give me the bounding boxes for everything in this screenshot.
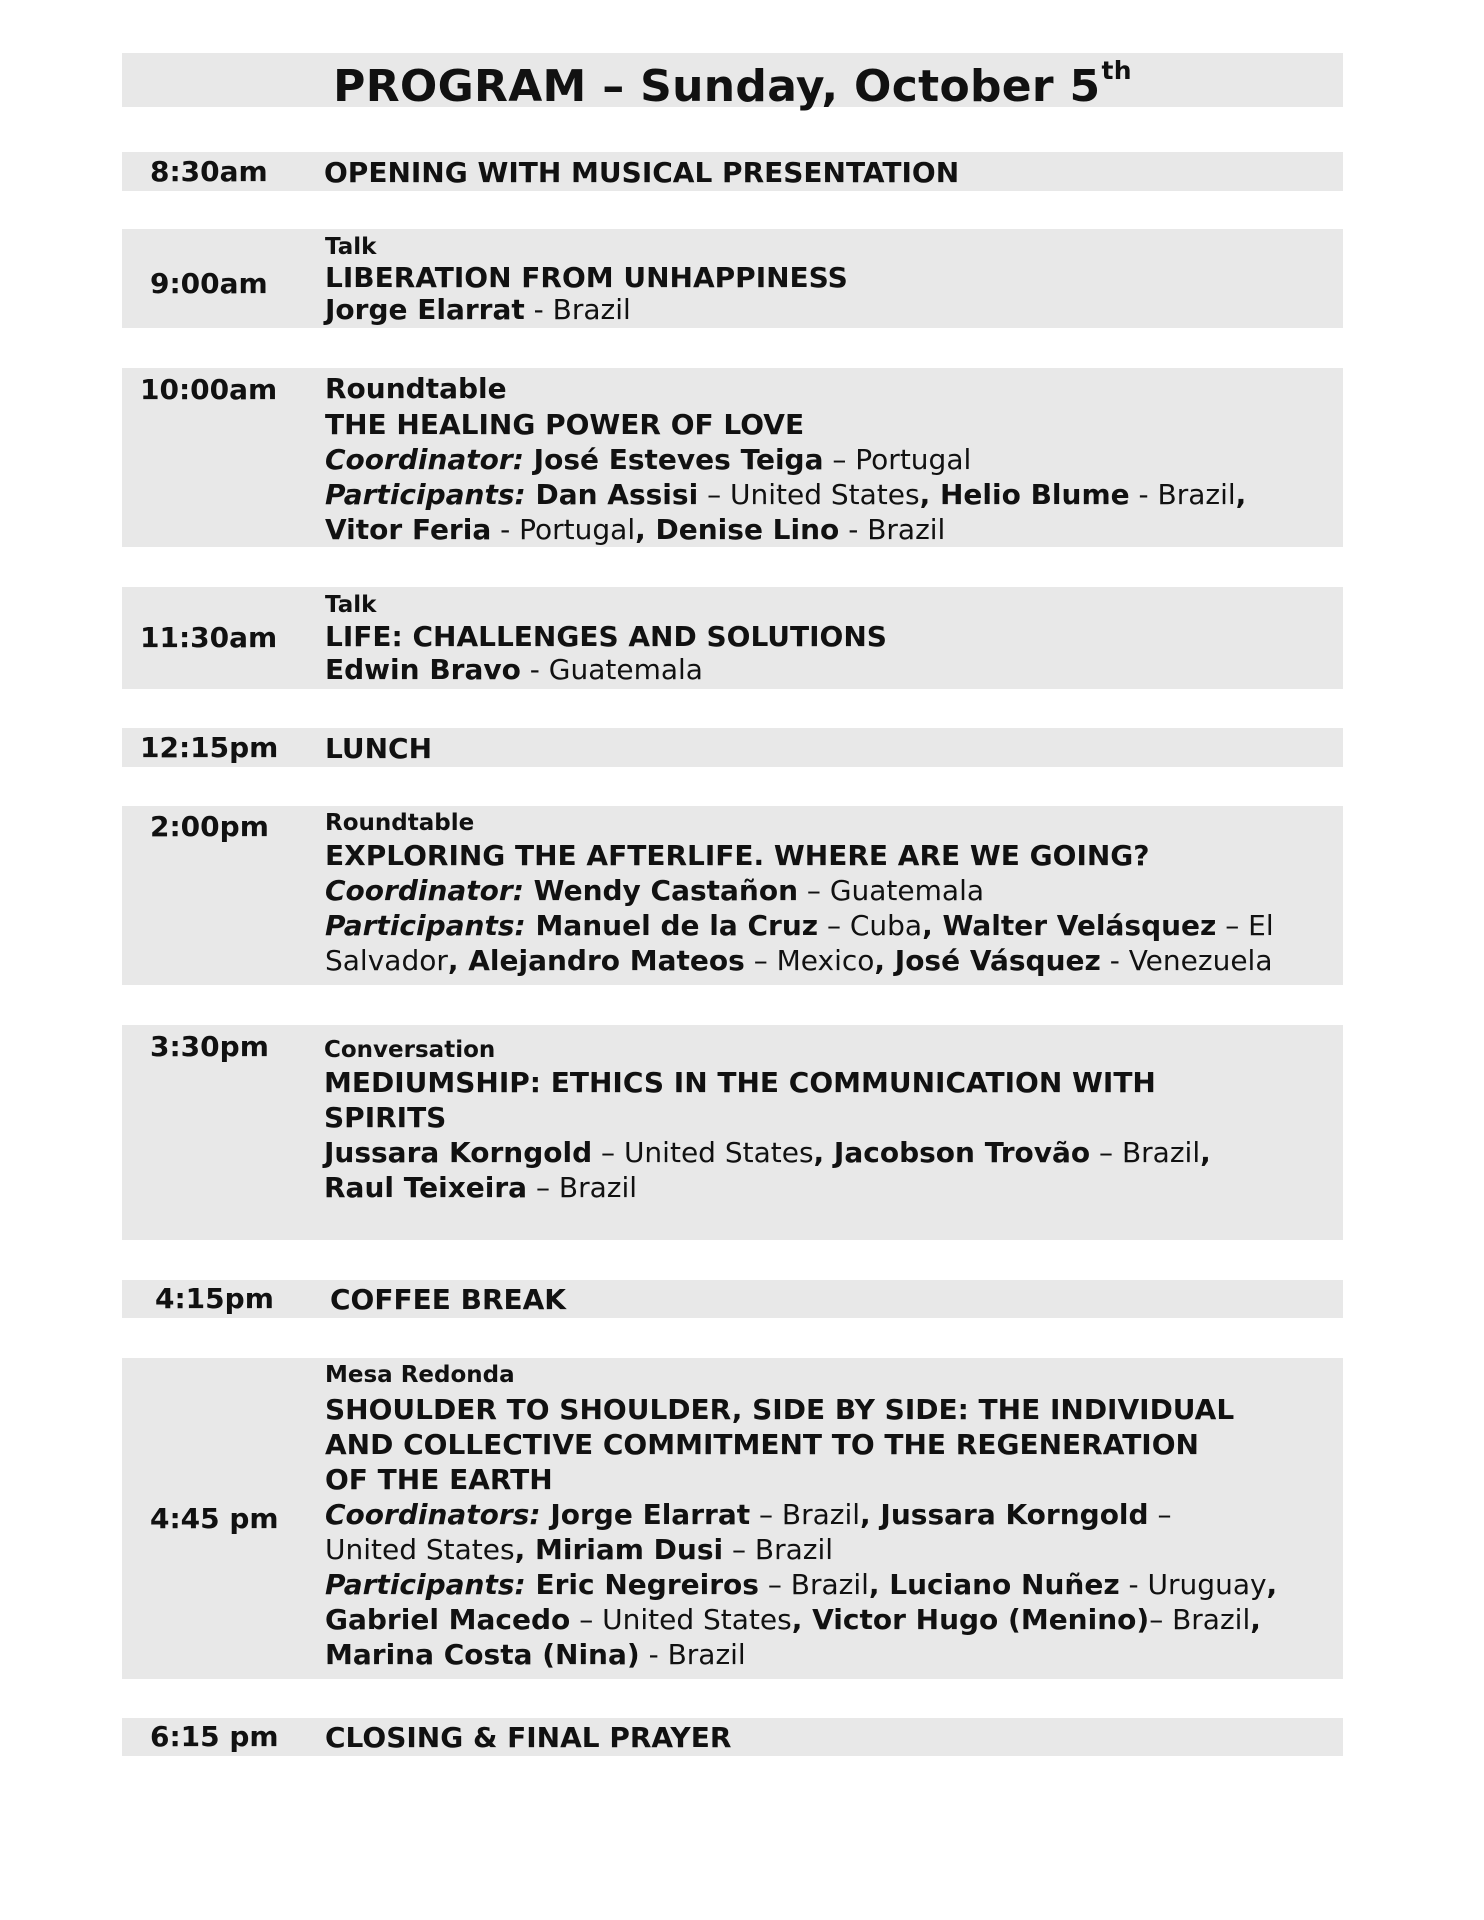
coordinator-line: Coordinator: José Esteves Teiga – Portugal (325, 443, 972, 476)
session-title: COFFEE BREAK (330, 1283, 567, 1316)
session-time: 4:45 pm (150, 1502, 279, 1535)
session-band-closing (122, 1718, 1343, 1756)
session-type: Roundtable (325, 810, 475, 836)
session-time: 12:15pm (140, 731, 279, 764)
session-title: MEDIUMSHIP: ETHICS IN THE COMMUNICATION WITH (324, 1066, 1156, 1099)
session-mesa-redonda (325, 1358, 1277, 1672)
participants-line: Gabriel Macedo – United States, Victor Hugo (Menino)– Brazil, (325, 1603, 1261, 1636)
participants-line: Participants: Dan Assisi – United States, Helio Blume - Brazil, (325, 478, 1247, 511)
coordinators-line: Coordinators: Jorge Elarrat – Brazil, Jussara Korngold – (325, 1498, 1172, 1531)
session-title: LIFE: CHALLENGES AND SOLUTIONS (325, 620, 887, 653)
session-title: LIBERATION FROM UNHAPPINESS (325, 261, 848, 294)
session-band-coffee (122, 1280, 1343, 1318)
session-band-lunch (122, 728, 1343, 767)
speakers-line: Raul Teixeira – Brazil (324, 1171, 637, 1204)
session-type: Roundtable (325, 372, 507, 405)
session-roundtable-love (325, 371, 1246, 547)
session-title: OPENING WITH MUSICAL PRESENTATION (324, 156, 960, 189)
session-title: SHOULDER TO SHOULDER, SIDE BY SIDE: THE INDIVIDUAL (325, 1393, 1235, 1426)
session-title-cont: SPIRITS (324, 1101, 447, 1134)
session-time: 8:30am (150, 155, 268, 188)
session-time: 9:00am (150, 267, 268, 300)
session-type: Talk (325, 592, 377, 618)
session-title: THE HEALING POWER OF LOVE (325, 408, 805, 441)
session-lunch (325, 731, 432, 766)
speaker-line: Jorge Elarrat - Brazil (325, 293, 631, 326)
session-title-cont: AND COLLECTIVE COMMITMENT TO THE REGENERATION (325, 1428, 1199, 1461)
participants-line: Vitor Feria - Portugal, Denise Lino - Brazil (325, 513, 946, 546)
session-time: 3:30pm (150, 1030, 269, 1063)
participants-line: Participants: Eric Negreiros – Brazil, Luciano Nuñez - Uruguay, (325, 1568, 1278, 1601)
session-opening (324, 155, 959, 190)
speakers-line: Jussara Korngold – United States, Jacobson Trovão – Brazil, (324, 1136, 1211, 1169)
participants-line: Participants: Manuel de la Cruz – Cuba, Walter Velásquez – El (325, 909, 1274, 942)
speaker-line: Edwin Bravo - Guatemala (325, 653, 703, 686)
session-time: 11:30am (140, 621, 278, 654)
session-roundtable-afterlife (325, 808, 1274, 978)
participants-line: Marina Costa (Nina) - Brazil (325, 1638, 746, 1671)
participants-line: Salvador, Alejandro Mateos – Mexico, José Vásquez - Venezuela (325, 944, 1273, 977)
session-time: 2:00pm (150, 810, 269, 843)
session-conversation-mediumship (324, 1035, 1211, 1205)
session-title-cont: OF THE EARTH (325, 1463, 553, 1496)
session-title: CLOSING & FINAL PRAYER (325, 1721, 732, 1754)
session-time: 6:15 pm (150, 1720, 279, 1753)
coordinator-line: Coordinator: Wendy Castañon – Guatemala (325, 874, 985, 907)
session-time: 4:15pm (155, 1282, 274, 1315)
session-talk-liberation (325, 232, 848, 326)
session-type: Conversation (324, 1037, 496, 1063)
session-coffee-break (330, 1282, 566, 1317)
session-closing (325, 1720, 731, 1755)
coordinators-line: United States, Miriam Dusi – Brazil (325, 1533, 834, 1566)
session-time: 10:00am (140, 373, 278, 406)
session-title: LUNCH (325, 732, 432, 765)
page-title: PROGRAM – Sunday, October 5th (333, 56, 1132, 112)
session-talk-life (325, 590, 887, 686)
session-type: Talk (325, 234, 377, 260)
session-title: EXPLORING THE AFTERLIFE. WHERE ARE WE GOING? (325, 839, 1150, 872)
session-type: Mesa Redonda (325, 1362, 515, 1388)
